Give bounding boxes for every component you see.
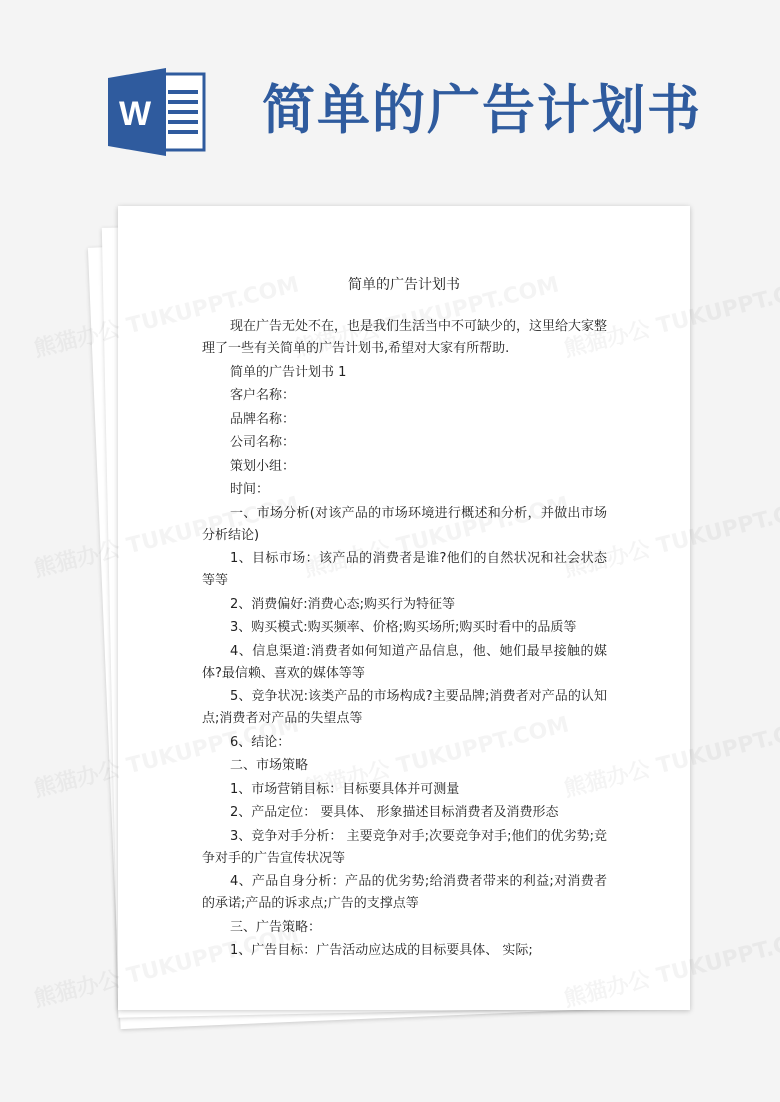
document-paragraph: 4、信息渠道:消费者如何知道产品信息，他、她们最早接触的媒体?最信赖、喜欢的媒体等等 — [202, 643, 607, 681]
document-paragraph: 现在广告无处不在，也是我们生活当中不可缺少的，这里给大家整理了一些有关简单的广告计划书,希望对大家有所帮助. — [202, 319, 608, 356]
document-body — [202, 316, 607, 964]
banner — [0, 0, 780, 200]
document-paragraph: 品牌名称： — [230, 411, 296, 427]
document-paragraph: 2、产品定位： 要具体、 形象描述目标消费者及消费形态 — [230, 805, 559, 820]
document-paragraph: 简单的广告计划书 1 — [230, 364, 347, 380]
document-paragraph: 二、市场策略 — [230, 758, 309, 773]
banner-title: 简单的广告计划书 — [262, 79, 702, 141]
word-document-icon — [108, 68, 206, 156]
document-paragraph: 策划小组： — [230, 458, 296, 474]
document-paragraph: 4、产品自身分析：产品的优劣势;给消费者带来的利益;对消费者的承诺;产品的诉求点;广告的支撑点等 — [202, 874, 607, 911]
document-paragraph: 2、消费偏好:消费心态;购买行为特征等 — [230, 596, 456, 612]
document-paragraph: 3、竞争对手分析： 主要竞争对手;次要竞争对手;他们的优劣势;竞争对手的广告宣传状况等 — [202, 828, 607, 866]
document-title: 简单的广告计划书 — [348, 277, 460, 293]
document-paragraph: 1、广告目标：广告活动应达成的目标要具体、 实际; — [230, 943, 533, 958]
document-paragraph: 时间： — [230, 482, 270, 497]
document-paragraph: 6、结论： — [230, 734, 291, 750]
document-paragraph: 三、广告策略： — [230, 919, 322, 935]
document-paragraph: 1、目标市场：该产品的消费者是谁?他们的自然状况和社会状态等等 — [202, 551, 607, 588]
document-paragraph: 公司名称： — [230, 435, 296, 450]
document-paragraph: 一、市场分析(对该产品的市场环境进行概述和分析，并做出市场分析结论) — [202, 505, 607, 543]
document-paragraph: 客户名称： — [230, 388, 296, 403]
document-paragraph: 5、竞争状况:该类产品的市场构成?主要品牌;消费者对产品的认知点;消费者对产品的失望点等 — [202, 689, 607, 726]
document-paragraph: 1、市场营销目标：目标要具体并可测量 — [230, 781, 460, 797]
svg-text:W: W — [118, 95, 152, 133]
document-paragraph: 3、购买模式:购买频率、价格;购买场所;购买时看中的品质等 — [230, 620, 577, 635]
